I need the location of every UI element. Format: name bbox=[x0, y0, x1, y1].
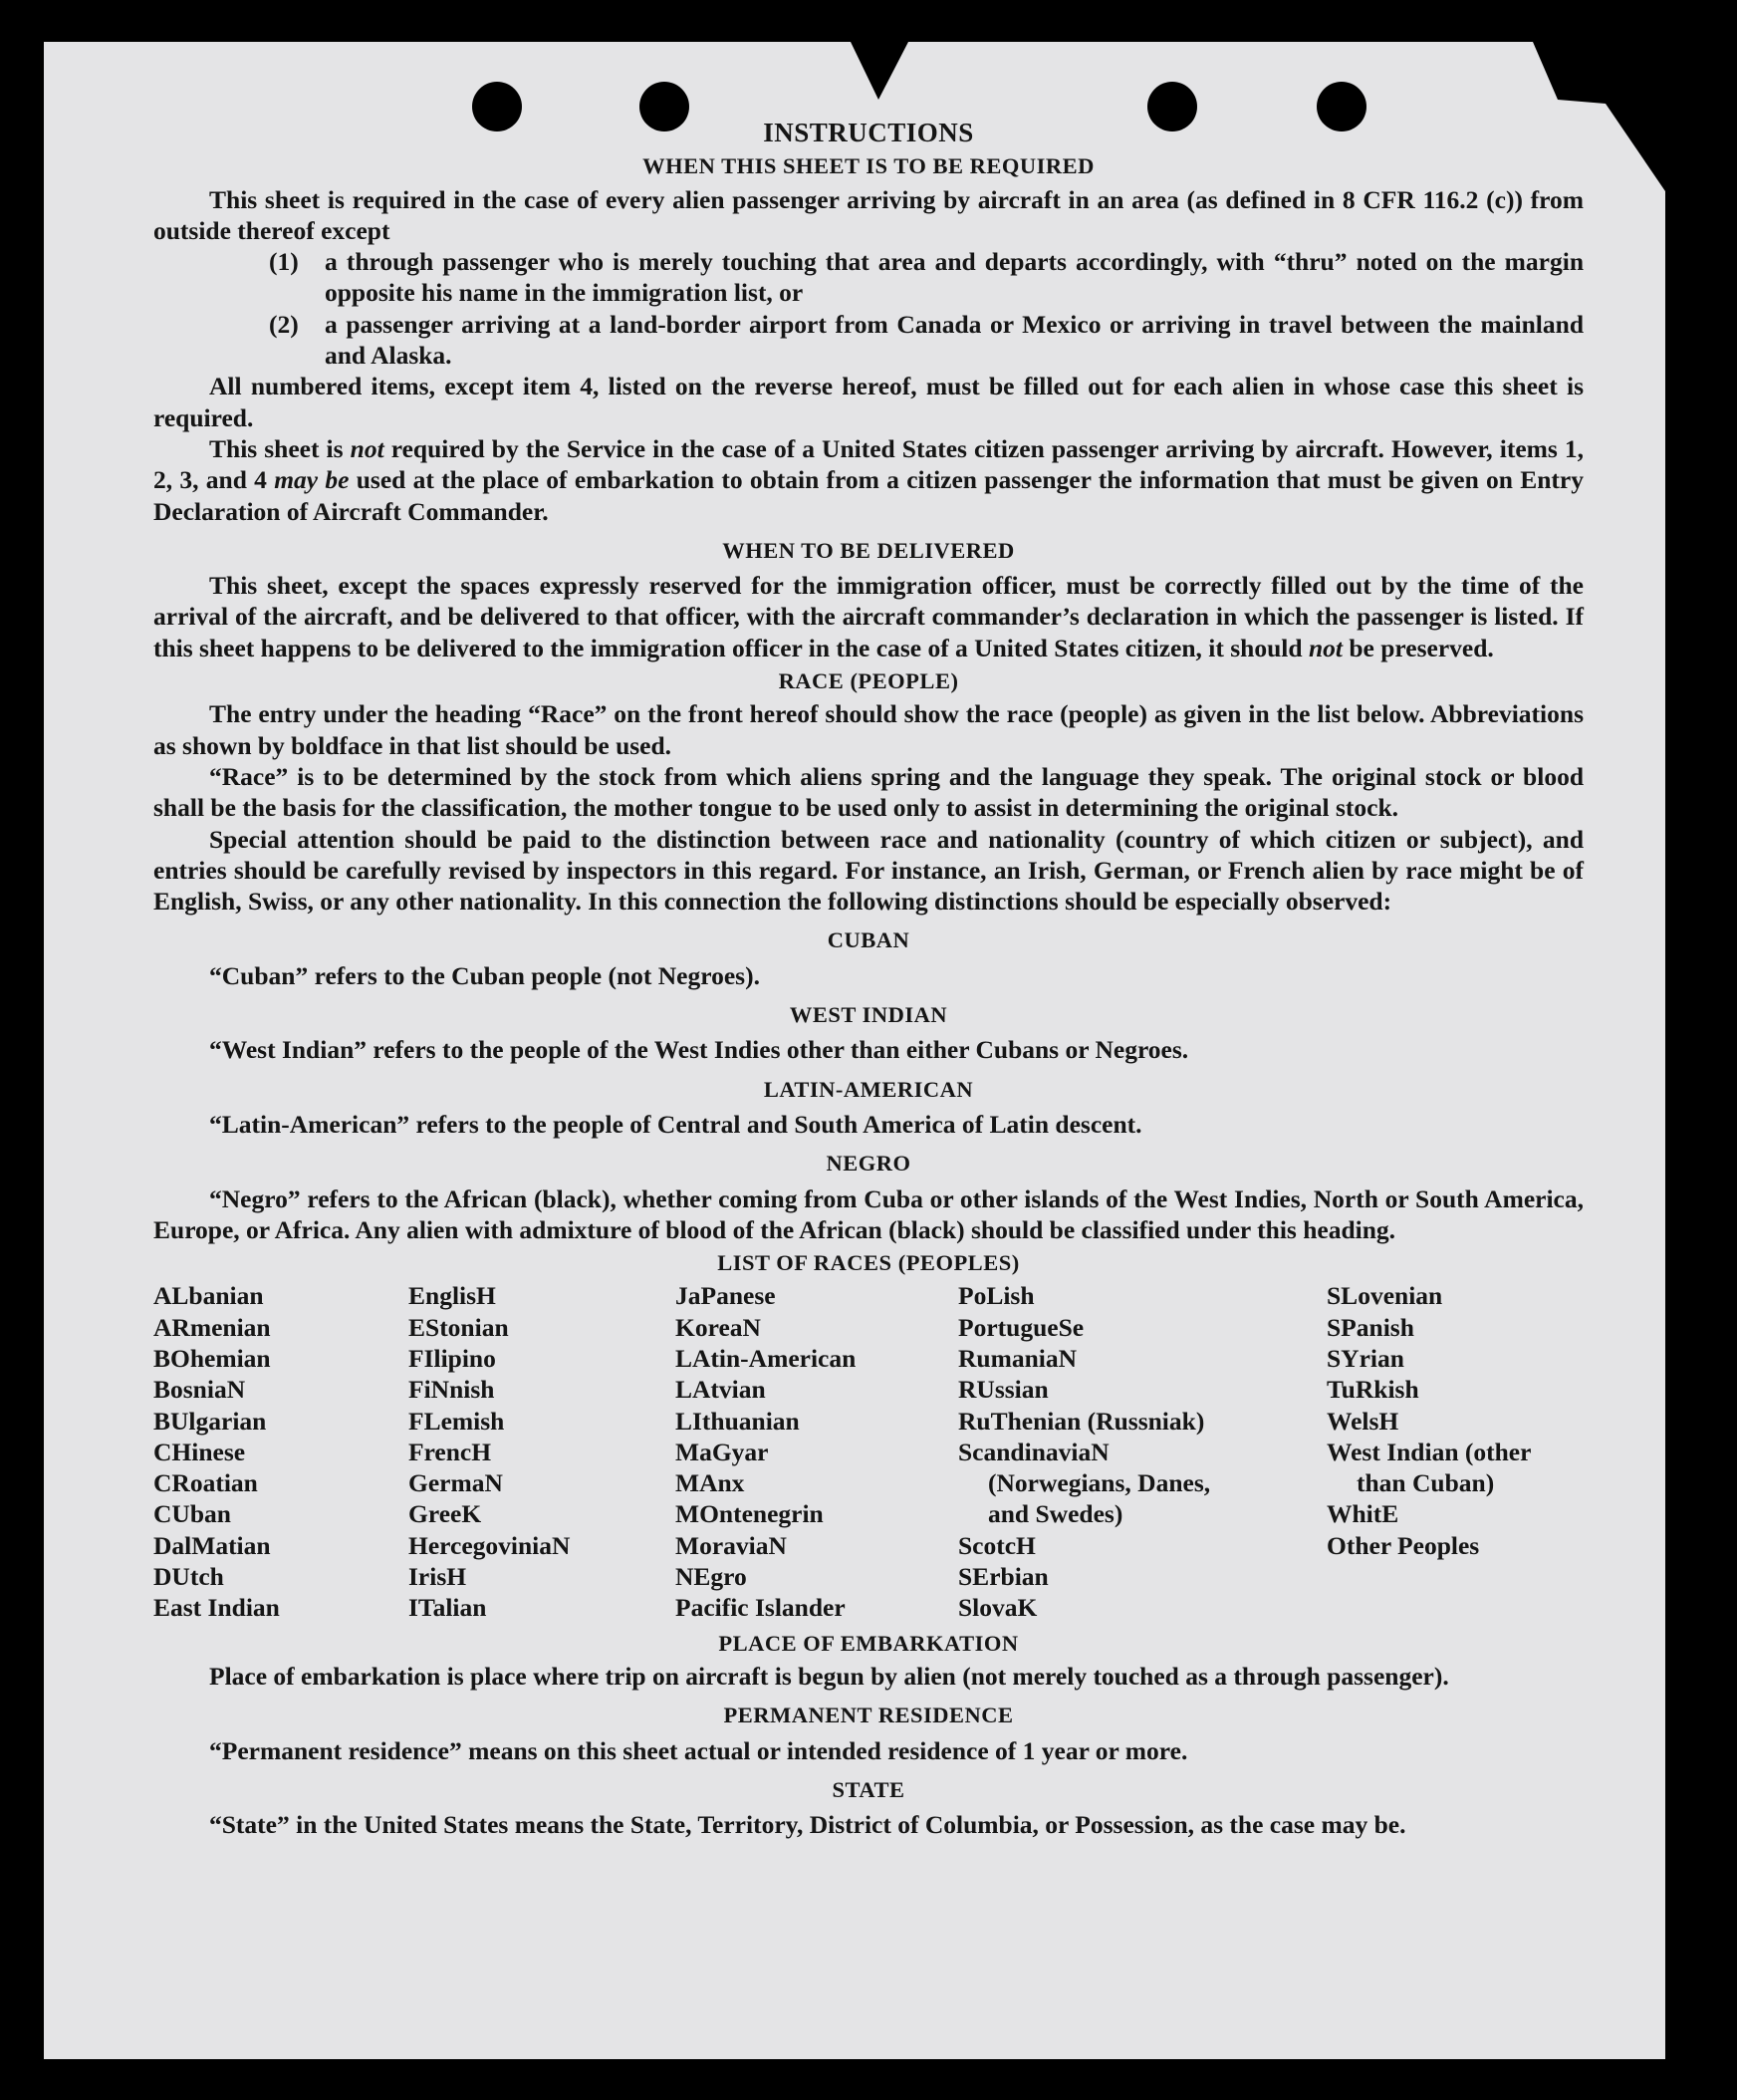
races-column bbox=[1327, 1280, 1582, 1623]
race-entry: SLovenian bbox=[1327, 1281, 1443, 1311]
race-entry: MAnx bbox=[675, 1468, 745, 1498]
race-entry: East Indian bbox=[153, 1593, 280, 1623]
races-table bbox=[153, 1280, 1584, 1623]
race-entry: ScandinaviaN (Norwegians, Danes, and Swedes) bbox=[958, 1437, 1211, 1529]
race-entry: EStonian bbox=[408, 1312, 509, 1342]
race-entry: WhitE bbox=[1327, 1499, 1399, 1529]
race-entry: DalMatian bbox=[153, 1530, 271, 1560]
section-heading-west-indian: WEST INDIAN bbox=[789, 1002, 948, 1028]
race-entry: RuThenian (Russniak) bbox=[958, 1406, 1205, 1436]
race-entry: JaPanese bbox=[675, 1281, 776, 1311]
item-text: a through passenger who is merely touching that area and departs accordingly, with “thru” noted on the margin opposite his name in the immigration list, or bbox=[325, 247, 1584, 308]
race-entry: KoreaN bbox=[675, 1312, 761, 1342]
section-heading-when-required: WHEN THIS SHEET IS TO BE REQUIRED bbox=[642, 153, 1095, 179]
race-entry: ALbanian bbox=[153, 1281, 264, 1311]
race-entry: SYrian bbox=[1327, 1343, 1404, 1373]
race-entry: GermaN bbox=[408, 1468, 503, 1498]
section-heading-latin-american: LATIN-AMERICAN bbox=[763, 1076, 974, 1102]
race-entry: HercegoviniaN bbox=[408, 1530, 571, 1560]
item-number: (2) bbox=[269, 309, 299, 339]
race-entry: FrencH bbox=[408, 1437, 492, 1466]
paragraph: This sheet, except the spaces expressly reserved for the immigration officer, must be correctly filled out by the time of the arrival of the aircraft, and be delivered to that officer, with the aircraft commander’s declaration in which the passenger is listed. If this sheet happens to be delivered to the immigration officer in the case of a United States citizen, it should not be preserved. bbox=[153, 571, 1584, 662]
paragraph: “West Indian” refers to the people of the West Indies other than either Cubans or Negroes. bbox=[209, 1035, 1189, 1065]
paragraph: The entry under the heading “Race” on the front hereof should show the race (people) as given in the list below. Abbreviations as shown by boldface in that list should be used. bbox=[153, 699, 1584, 760]
races-column bbox=[675, 1280, 958, 1623]
list-item bbox=[269, 309, 1584, 372]
race-entry: ScotcH bbox=[958, 1530, 1036, 1560]
section-heading-negro: NEGRO bbox=[826, 1151, 911, 1177]
section-heading-race: RACE (PEOPLE) bbox=[778, 668, 959, 694]
race-entry: NEgro bbox=[675, 1562, 747, 1592]
instructions-content bbox=[153, 118, 1584, 1840]
race-entry: SlovaK bbox=[958, 1593, 1038, 1623]
race-entry: ITalian bbox=[408, 1593, 487, 1623]
race-entry: CUban bbox=[153, 1499, 231, 1529]
race-entry: LAtin-American bbox=[675, 1343, 857, 1373]
paragraph: “Latin-American” refers to the people of Central and South America of Latin descent. bbox=[209, 1109, 1142, 1139]
section-heading-cuban: CUBAN bbox=[827, 927, 910, 953]
section-heading-state: STATE bbox=[832, 1776, 905, 1802]
race-entry: BOhemian bbox=[153, 1343, 271, 1373]
paragraph: “Permanent residence” means on this sheet actual or intended residence of 1 year or more. bbox=[209, 1735, 1188, 1765]
paragraph: This sheet is required in the case of every alien passenger arriving by aircraft in an area (as defined in 8 CFR 116.2 (c)) from outside thereof except bbox=[153, 184, 1584, 245]
race-entry: MOntenegrin bbox=[675, 1499, 824, 1529]
race-entry: EnglisH bbox=[408, 1281, 496, 1311]
race-entry: FLemish bbox=[408, 1406, 505, 1436]
race-entry: BUlgarian bbox=[153, 1406, 267, 1436]
race-entry: DUtch bbox=[153, 1562, 224, 1592]
paragraph: This sheet is not required by the Service in the case of a United States citizen passenger arriving by aircraft. However, items 1, 2, 3, and 4 may be used at the place of embarkation to obtain from a citizen passenger the information that must be given on Entry Declaration of Aircraft Commander. bbox=[153, 433, 1584, 526]
section-heading-embarkation: PLACE OF EMBARKATION bbox=[718, 1630, 1019, 1656]
race-entry: RUssian bbox=[958, 1375, 1049, 1405]
race-entry: SPanish bbox=[1327, 1312, 1414, 1342]
race-entry: LIthuanian bbox=[675, 1406, 800, 1436]
race-entry: WelsH bbox=[1327, 1406, 1399, 1436]
race-entry: FIlipino bbox=[408, 1343, 496, 1373]
list-item bbox=[269, 246, 1584, 309]
race-entry: IrisH bbox=[408, 1562, 467, 1592]
race-entry: CHinese bbox=[153, 1437, 246, 1466]
paragraph: “Cuban” refers to the Cuban people (not Negroes). bbox=[209, 960, 760, 990]
races-column bbox=[408, 1280, 675, 1623]
race-entry: PoLish bbox=[958, 1281, 1035, 1311]
race-entry: West Indian (other than Cuban) bbox=[1327, 1437, 1531, 1498]
paragraph: “Race” is to be determined by the stock from which aliens spring and the language they speak. The original stock or blood shall be the basis for the classification, the mother tongue to be used only to assist in determining the original stock. bbox=[153, 761, 1584, 823]
race-entry: GreeK bbox=[408, 1499, 482, 1529]
race-entry: SErbian bbox=[958, 1562, 1049, 1592]
race-entry: PortugueSe bbox=[958, 1312, 1085, 1342]
race-entry: LAtvian bbox=[675, 1375, 766, 1405]
paragraph: “State” in the United States means the State, Territory, District of Columbia, or Possession, as the case may be. bbox=[209, 1810, 1406, 1840]
paragraph: “Negro” refers to the African (black), whether coming from Cuba or other islands of the West Indies, North or South America, Europe, or Africa. Any alien with admixture of blood of the African (black) should be classified under this heading. bbox=[153, 1183, 1584, 1244]
paragraph: Place of embarkation is place where trip on aircraft is begun by alien (not merely touched as a through passenger). bbox=[209, 1661, 1449, 1691]
section-heading-when-delivered: WHEN TO BE DELIVERED bbox=[722, 537, 1015, 563]
race-entry: BosniaN bbox=[153, 1375, 246, 1405]
race-entry: CRoatian bbox=[153, 1468, 258, 1498]
race-entry: TuRkish bbox=[1327, 1375, 1419, 1405]
race-entry: Pacific Islander bbox=[675, 1593, 846, 1623]
paragraph: All numbered items, except item 4, listed on the reverse hereof, must be filled out for each alien in whose case this sheet is required. bbox=[153, 372, 1584, 432]
race-entry: FiNnish bbox=[408, 1375, 495, 1405]
page-title: INSTRUCTIONS bbox=[763, 118, 974, 147]
races-column bbox=[153, 1280, 408, 1623]
race-entry: MaGyar bbox=[675, 1437, 769, 1466]
races-column bbox=[958, 1280, 1225, 1623]
race-entry: Other Peoples bbox=[1327, 1530, 1480, 1560]
race-entry: RumaniaN bbox=[958, 1343, 1078, 1373]
item-number: (1) bbox=[269, 247, 299, 277]
race-entry: MoraviaN bbox=[675, 1530, 787, 1560]
item-text: a passenger arriving at a land-border airport from Canada or Mexico or arriving in travel between the mainland and Alaska. bbox=[325, 309, 1584, 371]
section-heading-list-of-races: LIST OF RACES (PEOPLES) bbox=[717, 1250, 1020, 1276]
paragraph: Special attention should be paid to the distinction between race and nationality (country of which citizen or subject), and entries should be carefully revised by inspectors in this regard. For instance, an Irish, German, or French alien by race might be of English, Swiss, or any other nationality. In this connection the following distinctions should be especially observed: bbox=[153, 824, 1584, 917]
section-heading-residence: PERMANENT RESIDENCE bbox=[723, 1703, 1014, 1728]
race-entry: ARmenian bbox=[153, 1312, 271, 1342]
